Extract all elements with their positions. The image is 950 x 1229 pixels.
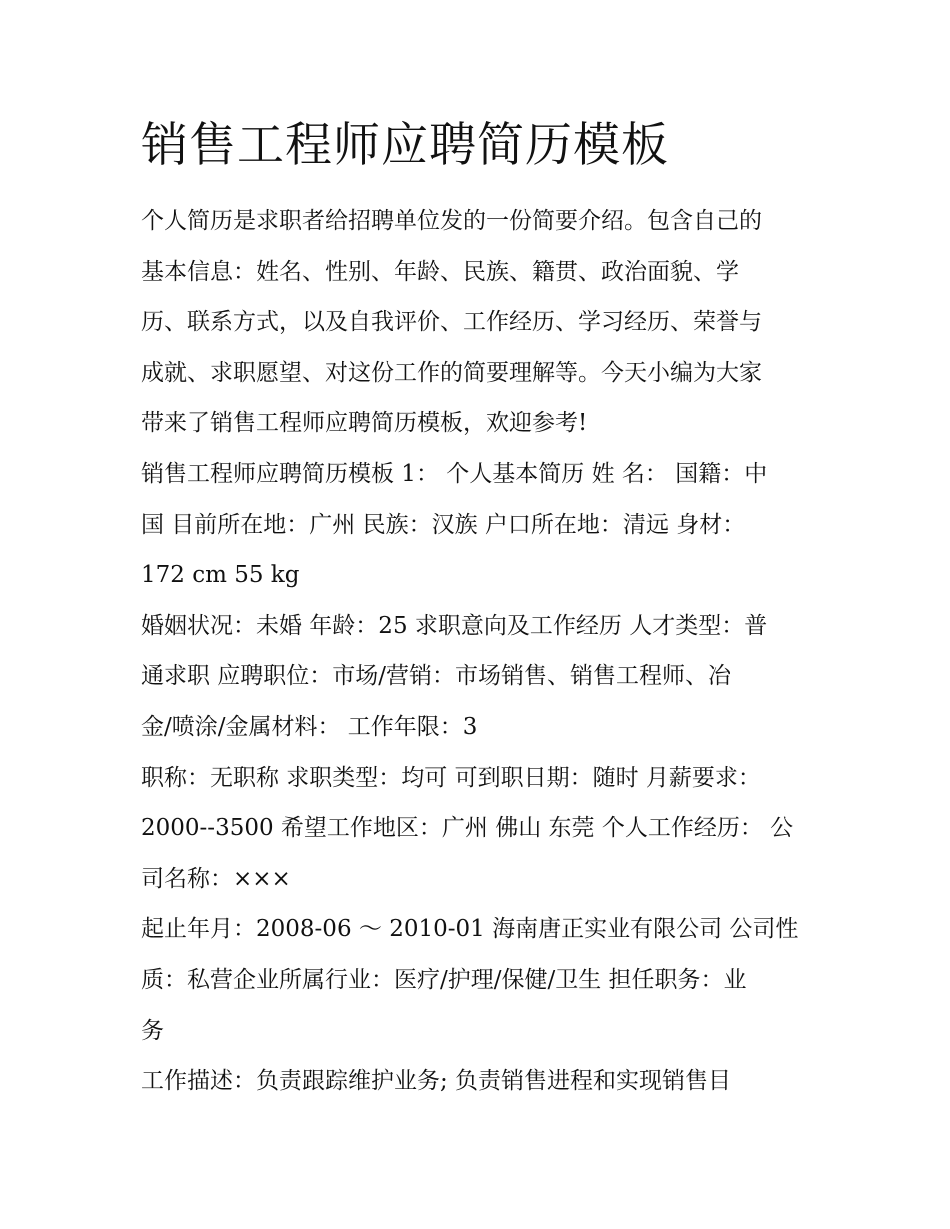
text-line: 历、联系方式，以及自我评价、工作经历、学习经历、荣誉与: [141, 309, 762, 336]
text-line: 172 cm 55 kg: [141, 562, 300, 589]
job-requirements-paragraph: [141, 753, 813, 905]
text-line: 基本信息：姓名、性别、年龄、民族、籍贯、政治面貌、学: [141, 258, 739, 285]
text-line: 通求职 应聘职位：市场/营销：市场销售、销售工程师、冶: [141, 663, 732, 690]
text-line: 国 目前所在地：广州 民族：汉族 户口所在地：清远 身材：: [141, 511, 746, 538]
text-line: 个人简历是求职者给招聘单位发的一份简要介绍。包含自己的: [141, 208, 762, 234]
text-line: 工作描述：负责跟踪维护业务; 负责销售进程和实现销售目: [141, 1068, 732, 1095]
document-title: 销售工程师应聘简历模板: [141, 118, 669, 173]
text-line: 务: [141, 1017, 164, 1044]
work-period-paragraph: [141, 904, 813, 1056]
document-page: [141, 110, 813, 1107]
text-line: 职称：无职称 求职类型：均可 可到职日期：随时 月薪要求：: [141, 764, 761, 791]
text-line: 2000--3500 希望工作地区：广州 佛山 东莞 个人工作经历： 公: [141, 815, 794, 842]
text-line: 带来了销售工程师应聘简历模板，欢迎参考!: [141, 410, 588, 437]
text-line: 金/喷涂/金属材料： 工作年限：3: [141, 713, 478, 740]
text-line: 婚姻状况：未婚 年龄：25 求职意向及工作经历 人才类型：普: [141, 612, 768, 639]
work-description-paragraph: [141, 1056, 813, 1107]
text-line: 成就、求职愿望、对这份工作的简要理解等。今天小编为大家: [141, 359, 762, 386]
basic-info-paragraph: [141, 449, 813, 601]
intro-paragraph: [141, 196, 813, 449]
text-line: 起止年月：2008-06 ～ 2010-01 海南唐正实业有限公司 公司性: [141, 916, 799, 943]
text-line: 销售工程师应聘简历模板 1： 个人基本简历 姓 名： 国籍：中: [141, 460, 768, 487]
text-line: 司名称：×××: [141, 865, 291, 892]
text-line: 质：私营企业所属行业：医疗/护理/保健/卫生 担任职务：业: [141, 966, 747, 993]
job-intention-paragraph: [141, 601, 813, 753]
